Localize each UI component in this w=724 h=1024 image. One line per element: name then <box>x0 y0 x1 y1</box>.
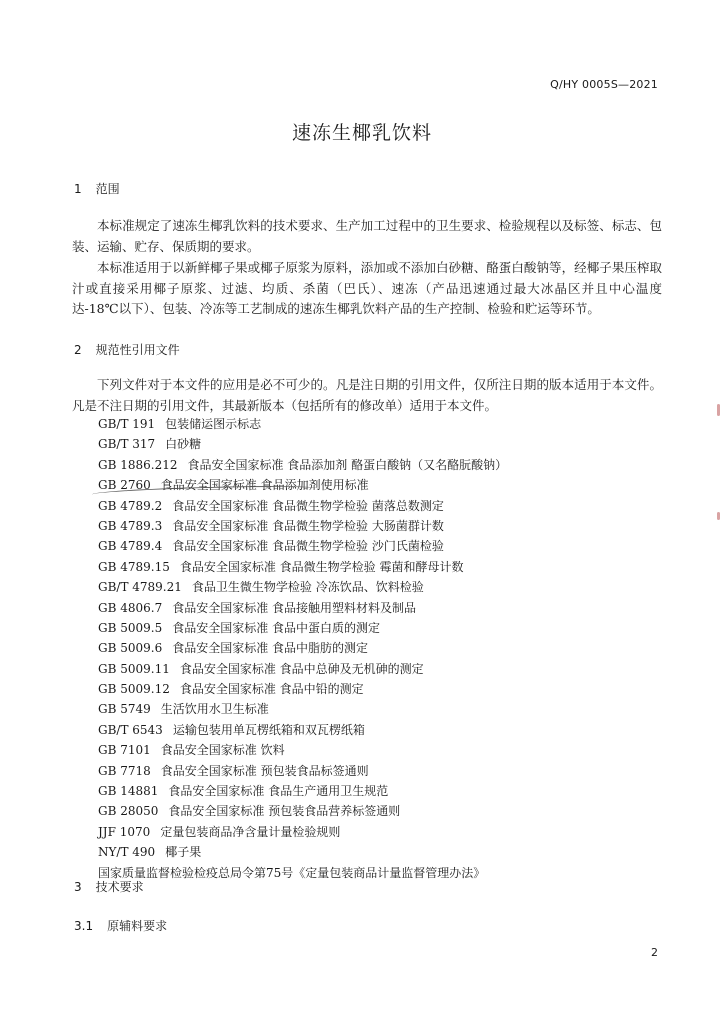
section-3-1-number: 3.1 <box>74 919 94 933</box>
reference-name: 食品安全国家标准 预包装食品标签通则 <box>160 763 369 778</box>
reference-name: 食品安全国家标准 食品微生物学检验 菌落总数测定 <box>172 498 444 513</box>
scan-artifact-mark <box>717 512 720 520</box>
reference-code: GB 4789.3 <box>98 518 163 533</box>
reference-code: GB 2760 <box>98 478 151 493</box>
reference-item <box>98 536 507 556</box>
reference-item <box>98 842 507 862</box>
reference-name: 食品安全国家标准 食品生产通用卫生规范 <box>168 784 389 799</box>
reference-code: GB 4789.4 <box>98 539 163 554</box>
reference-name: 食品安全国家标准 食品中蛋白质的测定 <box>172 620 381 635</box>
reference-item <box>98 516 507 536</box>
reference-item <box>98 455 507 475</box>
section-1-heading <box>74 180 120 197</box>
reference-code: GB 28050 <box>98 804 159 819</box>
reference-code: GB 7101 <box>98 743 151 758</box>
reference-code: GB 5009.12 <box>98 682 170 697</box>
reference-name: 食品安全国家标准 食品添加剂 酪蛋白酸钠（又名酪朊酸钠） <box>187 457 508 472</box>
reference-code: GB 4806.7 <box>98 600 163 615</box>
reference-item <box>98 822 507 842</box>
document-title: 速冻生椰乳饮料 <box>291 122 432 144</box>
reference-item <box>98 618 507 638</box>
reference-name: 生活饮用水卫生标准 <box>160 702 269 717</box>
reference-item <box>98 761 507 781</box>
scope-paragraph-1: 本标准规定了速冻生椰乳饮料的技术要求、生产加工过程中的卫生要求、检验规程以及标签、标志、包装、运输、贮存、保质期的要求。 <box>72 218 662 254</box>
section-3-1-title: 原辅料要求 <box>107 919 168 933</box>
reference-name: 食品安全国家标准 食品微生物学检验 沙门氏菌检验 <box>172 539 444 554</box>
reference-item <box>98 740 507 760</box>
reference-code: GB/T 317 <box>98 437 156 452</box>
reference-item <box>98 557 507 577</box>
reference-item <box>98 863 507 883</box>
reference-code: GB 4789.15 <box>98 559 170 574</box>
reference-name: 食品安全国家标准 食品中铅的测定 <box>179 682 364 697</box>
reference-name: 食品安全国家标准 食品接触用塑料材料及制品 <box>172 600 417 615</box>
section-2-number: 2 <box>74 343 82 357</box>
reference-item <box>98 496 507 516</box>
section-3-number: 3 <box>74 880 82 894</box>
reference-item <box>98 638 507 658</box>
reference-name: 国家质量监督检验检疫总局令第75号《定量包装商品计量监督管理办法》 <box>98 865 486 880</box>
reference-code: GB 5009.6 <box>98 641 163 656</box>
reference-code: GB 5009.5 <box>98 620 163 635</box>
reference-item <box>98 434 507 454</box>
reference-name: 食品安全国家标准 食品中脂肪的测定 <box>172 641 369 656</box>
reference-name: 白砂糖 <box>165 437 202 452</box>
reference-code: GB 7718 <box>98 763 151 778</box>
section-2-title: 规范性引用文件 <box>95 343 180 357</box>
reference-name: 食品安全国家标准 食品微生物学检验 霉菌和酵母计数 <box>179 559 464 574</box>
section-3-heading <box>74 878 144 895</box>
standard-code: Q/HY 0005S—2021 <box>550 78 658 91</box>
reference-name: 食品安全国家标准 预包装食品营养标签通则 <box>168 804 401 819</box>
reference-item <box>98 659 507 679</box>
section-2-heading <box>74 341 180 358</box>
reference-item <box>98 720 507 740</box>
reference-item <box>98 679 507 699</box>
reference-code: JJF 1070 <box>98 824 151 839</box>
reference-item <box>98 598 507 618</box>
reference-code: GB 4789.2 <box>98 498 163 513</box>
reference-code: GB/T 191 <box>98 417 156 431</box>
reference-code: GB/T 4789.21 <box>98 580 182 595</box>
section-1-number: 1 <box>74 182 82 196</box>
reference-name: 包装储运图示标志 <box>165 417 262 431</box>
reference-code: GB 5009.11 <box>98 661 170 676</box>
reference-name: 运输包装用单瓦楞纸箱和双瓦楞纸箱 <box>172 722 365 737</box>
reference-name: 食品卫生微生物学检验 冷冻饮品、饮料检验 <box>191 580 424 595</box>
reference-name: 食品安全国家标准 食品添加剂使用标准 <box>160 478 369 493</box>
reference-item <box>98 577 507 597</box>
reference-code: NY/T 490 <box>98 845 156 860</box>
reference-item <box>98 414 507 434</box>
reference-name: 食品安全国家标准 食品微生物学检验 大肠菌群计数 <box>172 518 444 533</box>
reference-code: GB 1886.212 <box>98 457 178 472</box>
reference-name: 食品安全国家标准 食品中总砷及无机砷的测定 <box>179 661 424 676</box>
section-1-title: 范围 <box>95 182 120 196</box>
reference-code: GB/T 6543 <box>98 722 163 737</box>
references-intro: 下列文件对于本文件的应用是必不可少的。凡是注日期的引用文件，仅所注日期的版本适用于本文件。凡是不注日期的引用文件，其最新版本（包括所有的修改单）适用于本文件。 <box>72 377 662 413</box>
scan-artifact-mark <box>717 404 720 416</box>
reference-item <box>98 699 507 719</box>
reference-name: 定量包装商品净含量计量检验规则 <box>160 824 341 839</box>
reference-code: GB 14881 <box>98 784 159 799</box>
reference-item <box>98 781 507 801</box>
reference-name: 椰子果 <box>165 845 202 860</box>
reference-item <box>98 801 507 821</box>
section-3-1-heading <box>74 917 167 934</box>
reference-code: GB 5749 <box>98 702 151 717</box>
section-3-title: 技术要求 <box>95 880 144 894</box>
scope-paragraph-2: 本标准适用于以新鲜椰子果或椰子原浆为原料，添加或不添加白砂糖、酪蛋白酸钠等，经椰子果压榨取汁或直接采用椰子原浆、过滤、均质、杀菌（巴氏）、速冻（产品迅速通过最大冰晶区并且中心温度达-18℃以下）、包装、冷冻等工艺制成的速冻生椰乳饮料产品的生产控制、检验和贮运等环节。 <box>72 260 662 316</box>
page-number: 2 <box>651 946 658 959</box>
reference-name: 食品安全国家标准 饮料 <box>160 743 285 758</box>
reference-list <box>98 414 507 883</box>
